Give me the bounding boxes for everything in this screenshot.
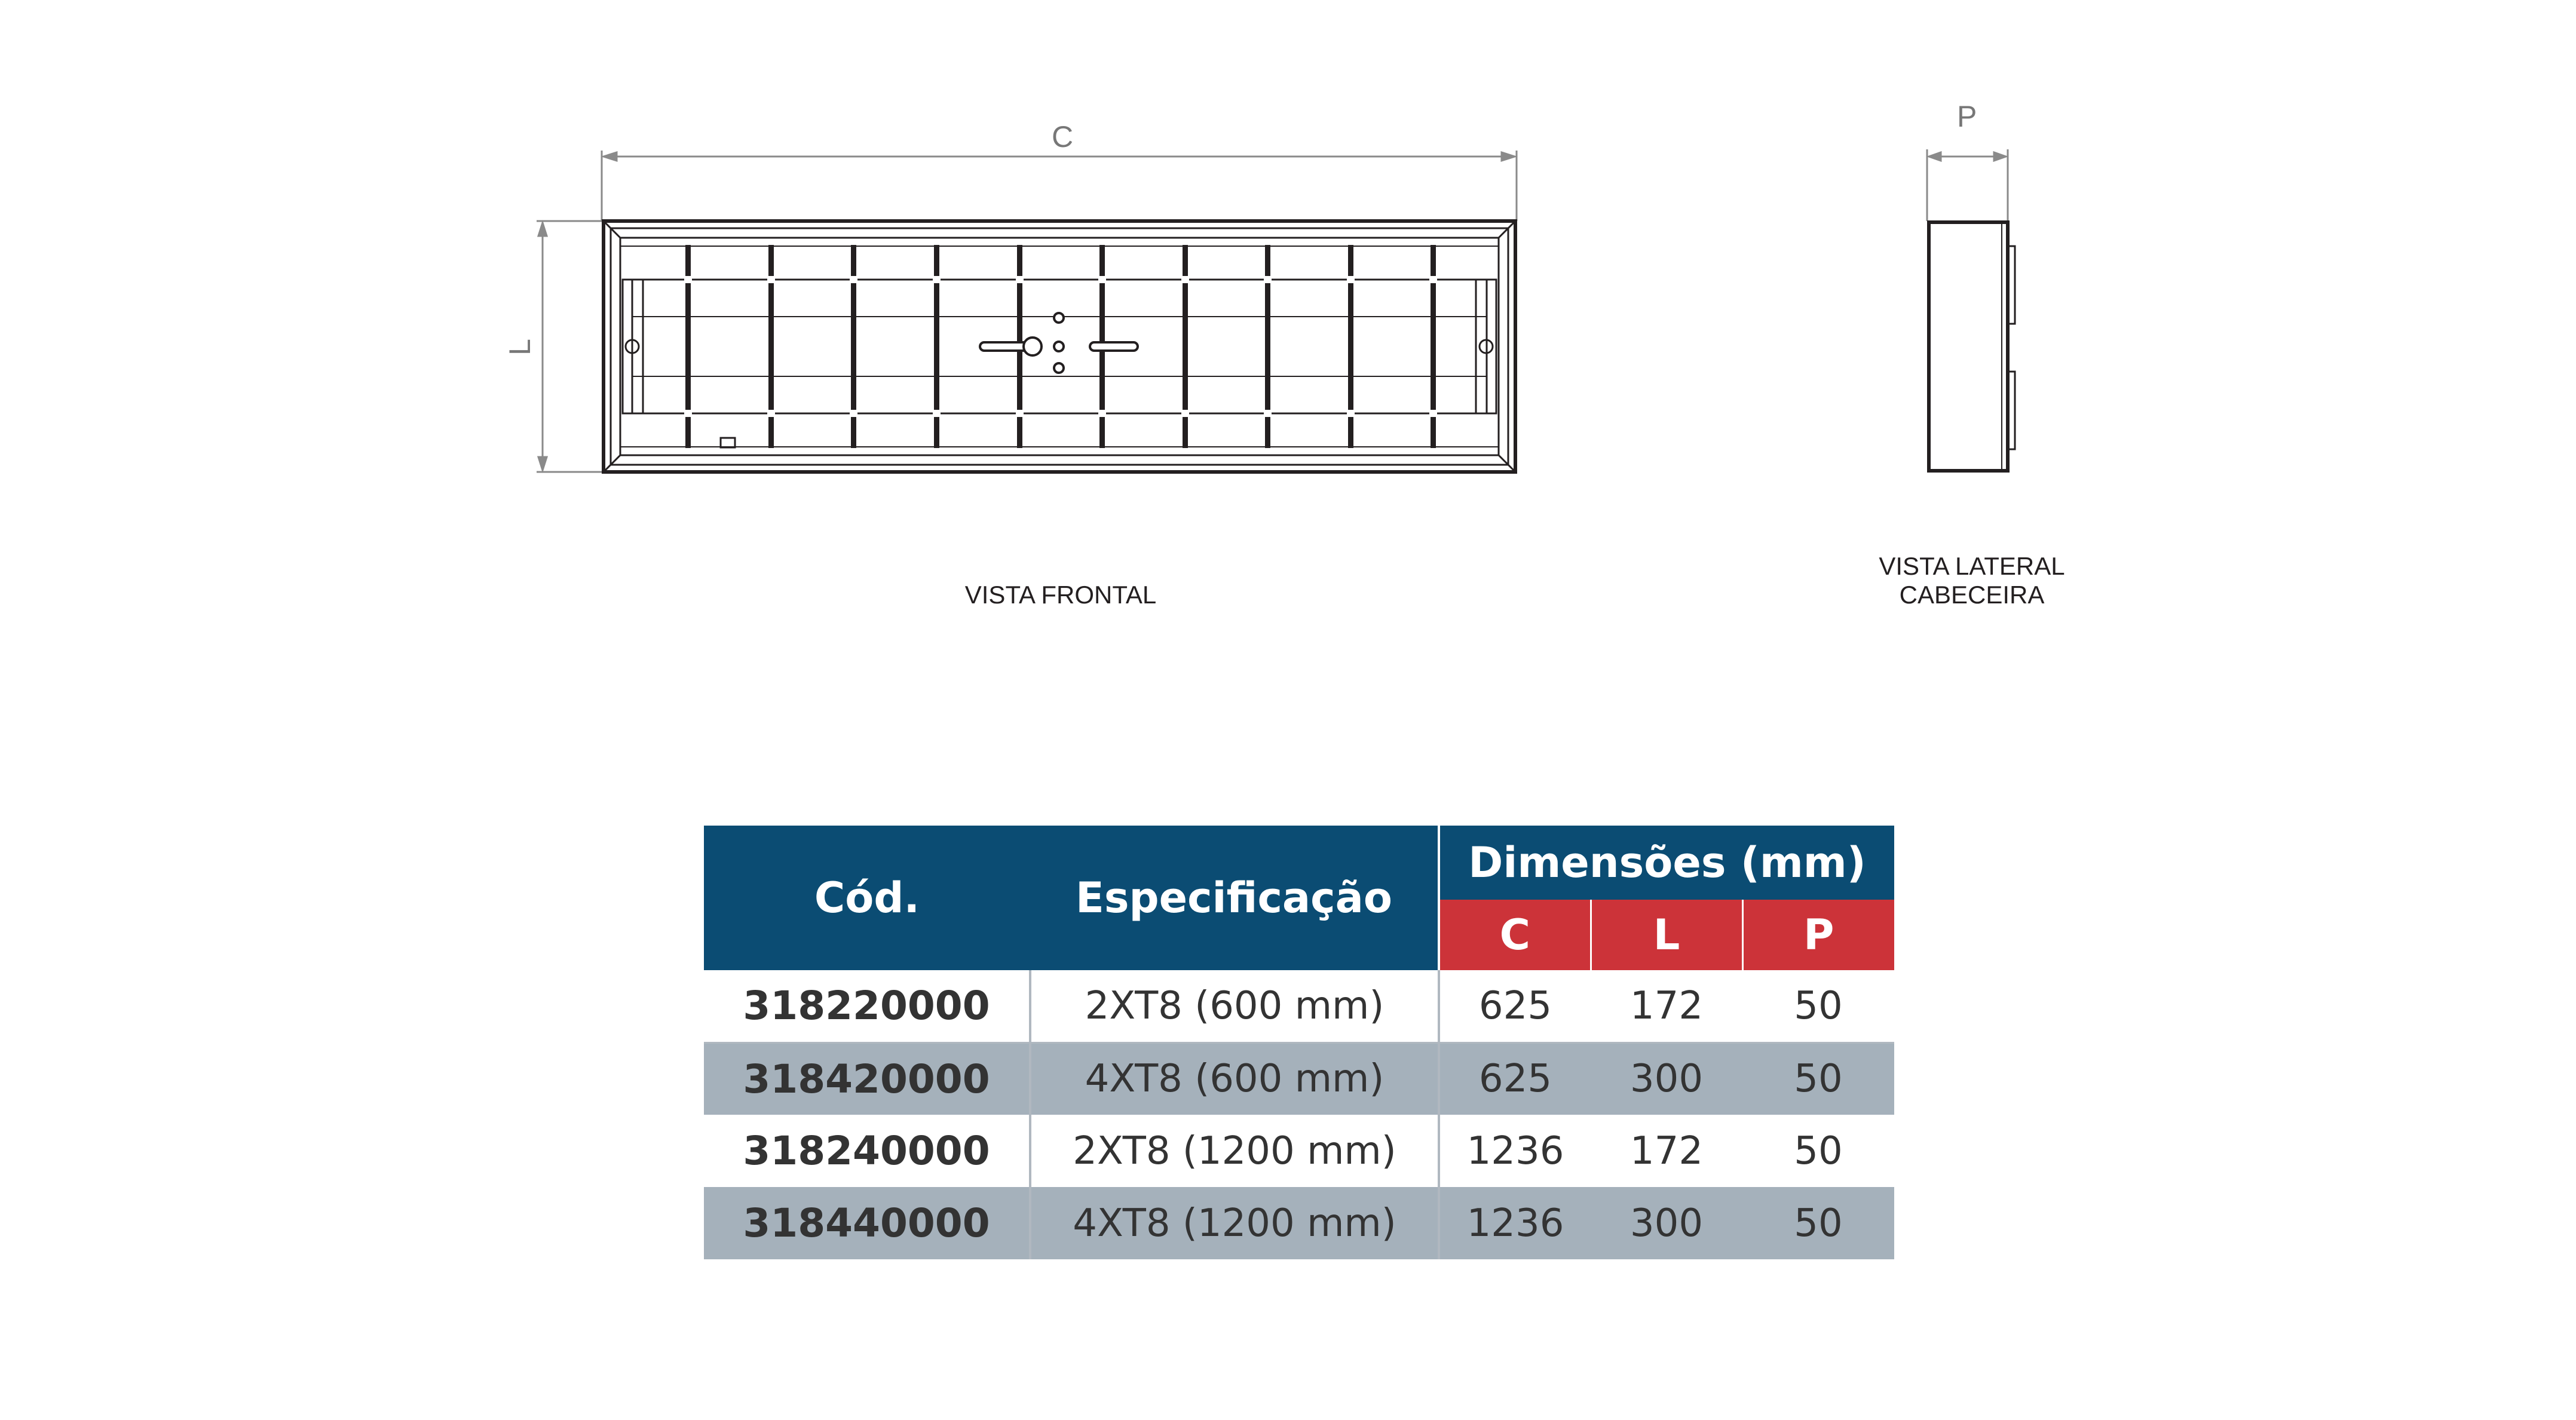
side-view-caption-line1: VISTA LATERAL	[1879, 552, 2065, 580]
table-row	[704, 1115, 1894, 1187]
cell-spec: 2XT8 (600 mm)	[1030, 970, 1439, 1042]
cell-spec: 2XT8 (1200 mm)	[1030, 1115, 1439, 1187]
cell-l: 172	[1591, 970, 1742, 1042]
header-dimensions: Dimensões (mm)	[1439, 826, 1894, 900]
cell-cod: 318220000	[704, 970, 1030, 1042]
cell-c: 625	[1439, 970, 1591, 1042]
cell-c: 1236	[1439, 1115, 1591, 1187]
table-row	[704, 1042, 1894, 1115]
cell-cod: 318240000	[704, 1115, 1030, 1187]
dimension-label-l: L	[503, 339, 537, 355]
cell-l: 172	[1591, 1115, 1742, 1187]
cell-p: 50	[1742, 1115, 1894, 1187]
cell-cod: 318440000	[704, 1187, 1030, 1259]
dimension-l	[537, 221, 604, 472]
specification-table	[704, 826, 1894, 1259]
cell-c: 1236	[1439, 1187, 1591, 1259]
dimension-label-p: P	[1957, 100, 1977, 133]
header-c: C	[1439, 900, 1591, 970]
cell-l: 300	[1591, 1187, 1742, 1259]
cell-p: 50	[1742, 1042, 1894, 1115]
cell-p: 50	[1742, 970, 1894, 1042]
cell-p: 50	[1742, 1187, 1894, 1259]
side-view-caption-line2: CABECEIRA	[1899, 581, 2045, 609]
table-row	[704, 970, 1894, 1042]
cell-spec: 4XT8 (1200 mm)	[1030, 1187, 1439, 1259]
cell-c: 625	[1439, 1042, 1591, 1115]
cell-spec: 4XT8 (600 mm)	[1030, 1042, 1439, 1115]
header-spec: Especificação	[1030, 826, 1439, 970]
header-p: P	[1742, 900, 1894, 970]
dimension-c	[602, 151, 1517, 221]
dimension-label-c: C	[1052, 120, 1074, 154]
cell-l: 300	[1591, 1042, 1742, 1115]
front-view-center-holes	[980, 313, 1138, 373]
header-cod: Cód.	[704, 826, 1030, 970]
side-view	[1929, 222, 2015, 471]
header-l: L	[1591, 900, 1742, 970]
dimension-p	[1927, 149, 2008, 221]
front-view-caption: VISTA FRONTAL	[964, 581, 1157, 609]
table-row	[704, 1187, 1894, 1259]
cell-cod: 318420000	[704, 1042, 1030, 1115]
side-view-caption	[1823, 552, 2121, 609]
